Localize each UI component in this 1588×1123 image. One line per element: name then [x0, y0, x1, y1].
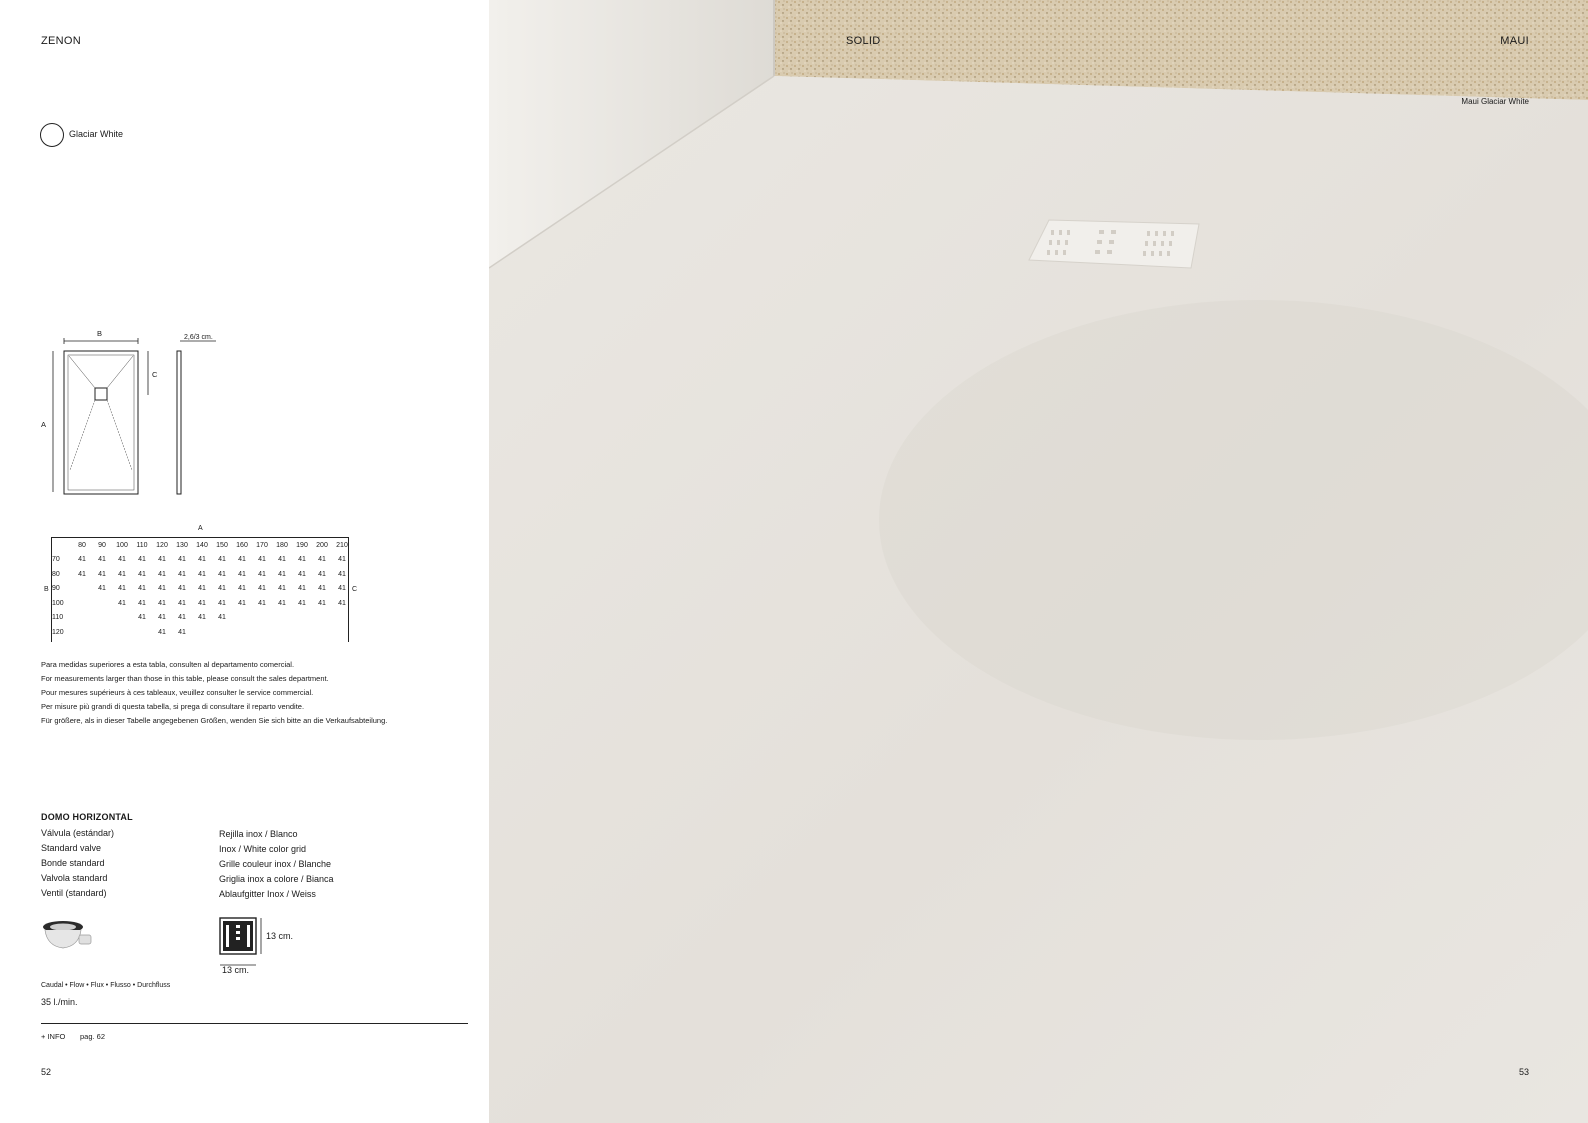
size-table-cell — [72, 596, 92, 611]
size-table-cell: 41 — [198, 585, 206, 593]
size-table-cell — [272, 625, 292, 640]
size-table-cell: 41 — [338, 556, 346, 564]
size-table-cell: 41 — [258, 556, 266, 564]
size-table-cell — [332, 611, 352, 626]
size-table-cell — [72, 625, 92, 640]
color-swatch-label: Glaciar White — [69, 129, 124, 139]
note-line: For measurements larger than those in this table, please consult the sales department. — [41, 674, 329, 683]
valve-line: Válvula (estándar) — [41, 828, 115, 838]
size-table-column-header: 100 — [116, 541, 128, 549]
size-table — [52, 538, 352, 640]
size-table-cell — [292, 611, 312, 626]
size-table-cell: 41 — [138, 570, 146, 578]
size-table-cell: 41 — [238, 585, 246, 593]
size-table-column-header: 170 — [256, 541, 268, 549]
size-table-label-c: C — [352, 586, 358, 593]
size-table-cell: 41 — [258, 599, 266, 607]
size-table-column-header: 180 — [276, 541, 288, 549]
tray-drawing — [30, 325, 230, 500]
size-table-cell — [312, 625, 332, 640]
size-table-cell: 41 — [218, 585, 226, 593]
size-table-cell: 41 — [138, 585, 146, 593]
grid-line: Ablaufgitter Inox / Weiss — [219, 889, 316, 899]
size-table-cell: 41 — [198, 614, 206, 622]
size-table-cell: 41 — [198, 570, 206, 578]
size-table-cell: 41 — [158, 614, 166, 622]
size-table-column-header: 90 — [98, 541, 106, 549]
drawing-label-a: A — [41, 420, 47, 429]
right-header-title: MAUI — [1500, 35, 1529, 47]
size-table-cell — [232, 625, 252, 640]
size-table-cell: 41 — [158, 599, 166, 607]
size-table-cell — [272, 611, 292, 626]
size-table-cell: 41 — [158, 556, 166, 564]
size-table-row-header: 110 — [52, 614, 64, 622]
left-header-title: ZENON — [41, 35, 81, 47]
info-label[interactable]: + INFO — [41, 1032, 66, 1041]
size-table-cell: 41 — [318, 556, 326, 564]
drawing-thickness: 2,6/3 cm. — [184, 334, 213, 341]
center-header-title: SOLID — [846, 35, 881, 47]
size-table-cell: 41 — [318, 585, 326, 593]
size-table-cell — [292, 625, 312, 640]
size-table-cell: 41 — [198, 599, 206, 607]
size-table-cell: 41 — [138, 599, 146, 607]
size-table-row — [52, 625, 352, 640]
size-table-cell — [112, 625, 132, 640]
size-table-cell: 41 — [298, 570, 306, 578]
shower-tray-photo-icon — [489, 0, 1588, 1123]
grid-height-label: 13 cm. — [266, 931, 294, 941]
size-table-cell — [72, 611, 92, 626]
size-table-cell: 41 — [138, 614, 146, 622]
product-photo — [489, 0, 1588, 1123]
size-table-row-header: 80 — [52, 570, 60, 578]
note-line: Pour mesures supérieurs à ces tableaux, veuillez consulter le service commercial. — [41, 688, 314, 697]
size-table-cell: 41 — [278, 599, 286, 607]
size-table-cell — [72, 582, 92, 597]
size-table-row-header: 90 — [52, 585, 60, 593]
left-page — [0, 0, 489, 1123]
page-number-right: 53 — [1518, 1067, 1529, 1077]
size-table-cell: 41 — [238, 599, 246, 607]
photo-caption: Maui Glaciar White — [1461, 97, 1529, 106]
size-table-cell: 41 — [178, 614, 186, 622]
size-table-cell: 41 — [178, 585, 186, 593]
size-table-column-header: 200 — [316, 541, 328, 549]
size-table-cell — [92, 596, 112, 611]
size-table-cell: 41 — [218, 556, 226, 564]
grid-width-label: 13 cm. — [222, 965, 250, 975]
size-table-cell — [192, 625, 212, 640]
size-table-cell: 41 — [218, 614, 226, 622]
size-table-label-b: B — [44, 586, 49, 593]
size-table-cell: 41 — [298, 599, 306, 607]
size-table-cell — [252, 625, 272, 640]
size-table-cell: 41 — [238, 556, 246, 564]
size-table-column-header: 160 — [236, 541, 248, 549]
size-table-cell: 41 — [138, 556, 146, 564]
size-table-cell — [252, 611, 272, 626]
size-table-cell: 41 — [218, 570, 226, 578]
size-table-cell — [332, 625, 352, 640]
size-table-cell — [232, 611, 252, 626]
note-line: Per misure più grandi di questa tabella, si prega di consultare il reparto vendite. — [41, 702, 305, 711]
note-line: Para medidas superiores a esta tabla, consulten al departamento comercial. — [41, 660, 295, 669]
size-table-cell: 41 — [338, 585, 346, 593]
flow-label: Caudal • Flow • Flux • Flusso • Durchfluss — [41, 982, 171, 989]
size-table-cell: 41 — [278, 585, 286, 593]
drain-cover — [1029, 220, 1199, 268]
size-table-cell: 41 — [178, 570, 186, 578]
size-table-cell: 41 — [218, 599, 226, 607]
valve-description — [41, 826, 114, 901]
valve-icon — [41, 918, 97, 952]
size-table-cell: 41 — [238, 570, 246, 578]
size-table-cell: 41 — [118, 556, 126, 564]
size-table-cell: 41 — [98, 570, 106, 578]
size-table-cell: 41 — [318, 599, 326, 607]
valve-line: Ventil (standard) — [41, 888, 107, 898]
size-table-cell — [92, 625, 112, 640]
size-table-row — [52, 596, 352, 611]
grid-description — [219, 827, 334, 902]
tray-diagram-icon — [30, 325, 230, 500]
size-table-cell: 41 — [298, 556, 306, 564]
size-table-header-row — [52, 538, 352, 553]
size-table-column-header: 190 — [296, 541, 308, 549]
size-table-cell: 41 — [158, 585, 166, 593]
size-table-column-header: 150 — [216, 541, 228, 549]
size-table-row — [52, 553, 352, 568]
size-table-cell: 41 — [178, 599, 186, 607]
size-table-cell: 41 — [98, 585, 106, 593]
page-number-left: 52 — [41, 1067, 52, 1077]
color-swatch — [40, 123, 64, 147]
size-table-label-a: A — [198, 525, 203, 532]
size-table-cell: 41 — [338, 570, 346, 578]
size-table-cell — [92, 611, 112, 626]
size-table-column-header: 130 — [176, 541, 188, 549]
size-table-row-header: 70 — [52, 556, 60, 564]
size-table-cell: 41 — [298, 585, 306, 593]
valve-title: DOMO HORIZONTAL — [41, 812, 133, 822]
grid-line: Inox / White color grid — [219, 844, 307, 854]
size-table-column-header: 80 — [78, 541, 86, 549]
valve-line: Standard valve — [41, 843, 102, 853]
size-table-column-header: 120 — [156, 541, 168, 549]
size-table-cell — [312, 611, 332, 626]
size-table-column-header: 110 — [136, 541, 148, 549]
note-line: Für größere, als in dieser Tabelle angegebenen Größen, wenden Sie sich bitte an die Verkaufsabteilung. — [41, 716, 388, 725]
size-table-cell: 41 — [278, 556, 286, 564]
size-table-cell: 41 — [198, 556, 206, 564]
size-table-cell: 41 — [118, 570, 126, 578]
valve-image — [41, 918, 97, 957]
size-table-cell — [132, 625, 152, 640]
size-table-row — [52, 582, 352, 597]
size-table-row — [52, 567, 352, 582]
size-table-grid — [52, 538, 352, 640]
flow-value: 35 l./min. — [41, 997, 78, 1007]
size-table-cell — [212, 625, 232, 640]
size-table-cell: 41 — [158, 628, 166, 636]
size-table-cell: 41 — [78, 556, 86, 564]
size-table-cell: 41 — [338, 599, 346, 607]
grid-line: Grille couleur inox / Blanche — [219, 859, 332, 869]
size-table-cell: 41 — [318, 570, 326, 578]
size-table-cell: 41 — [98, 556, 106, 564]
size-table-row-header: 100 — [52, 599, 64, 607]
size-table-corner — [52, 538, 72, 553]
drawing-label-c: C — [152, 370, 158, 379]
size-table-column-header: 210 — [336, 541, 348, 549]
size-table-cell: 41 — [258, 570, 266, 578]
grid-line: Griglia inox a colore / Bianca — [219, 874, 334, 884]
size-table-row-header: 120 — [52, 628, 64, 636]
size-table-cell: 41 — [178, 556, 186, 564]
size-table-cell — [112, 611, 132, 626]
size-table-cell: 41 — [118, 585, 126, 593]
info-page-link[interactable]: pag. 62 — [80, 1032, 106, 1041]
size-table-cell: 41 — [118, 599, 126, 607]
grid-line: Rejilla inox / Blanco — [219, 829, 298, 839]
size-table-cell: 41 — [258, 585, 266, 593]
size-table-cell: 41 — [78, 570, 86, 578]
size-notes — [41, 658, 471, 728]
size-table-row — [52, 611, 352, 626]
size-table-cell: 41 — [278, 570, 286, 578]
footer-rule — [41, 1023, 468, 1024]
size-table-cell: 41 — [178, 628, 186, 636]
size-table-column-header: 140 — [196, 541, 208, 549]
size-table-cell: 41 — [158, 570, 166, 578]
valve-line: Bonde standard — [41, 858, 105, 868]
drawing-label-b: B — [97, 329, 103, 338]
valve-line: Valvola standard — [41, 873, 108, 883]
